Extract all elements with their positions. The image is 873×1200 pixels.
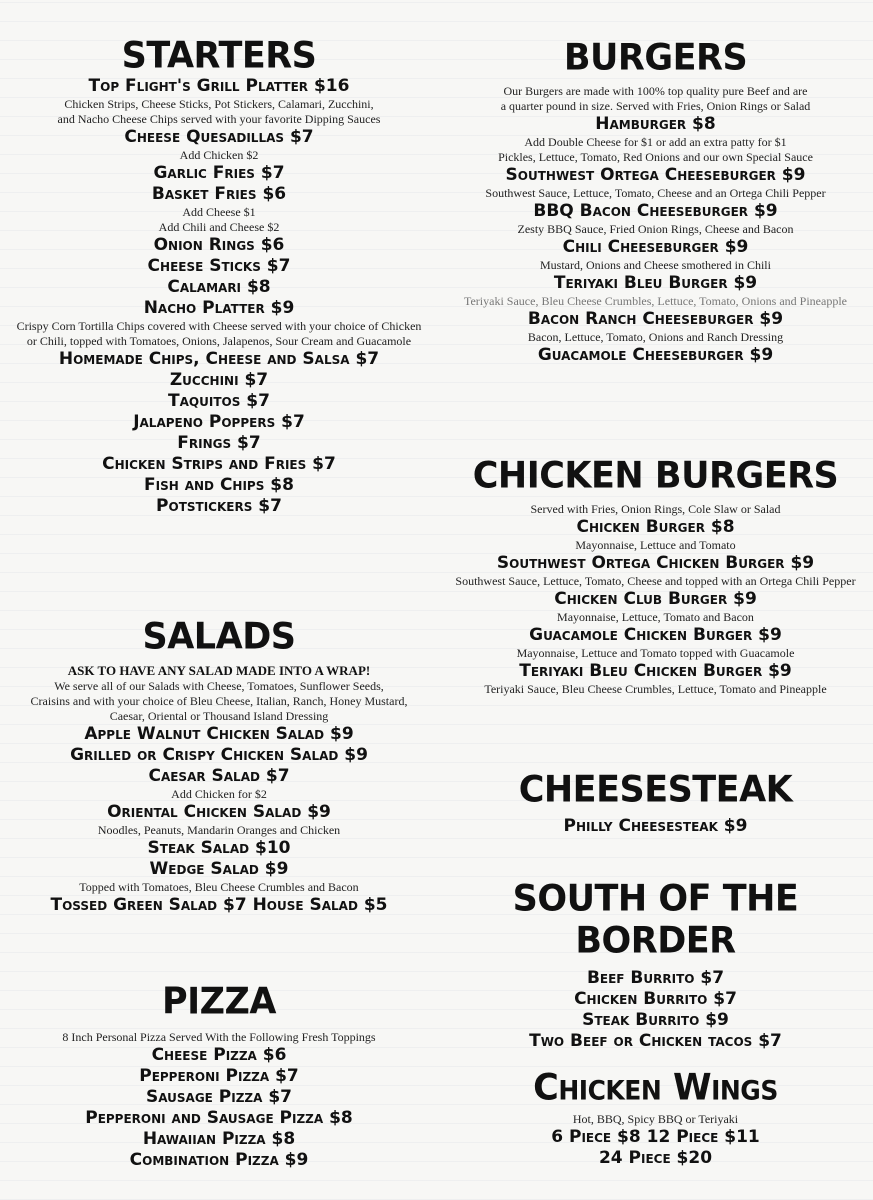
cheesesteak-heading: CHEESESTEAK	[518, 769, 793, 811]
menu-item-description: Craisins and with your choice of Bleu Cheese, Italian, Ranch, Honey Mustard,	[30, 694, 408, 708]
menu-item: Onion Rings $6	[153, 235, 285, 255]
menu-item: Top Flight's Grill Platter $16	[88, 76, 350, 96]
menu-item: Philly Cheesesteak $9	[563, 816, 748, 836]
menu-item: Bacon Ranch Cheeseburger $9	[527, 309, 784, 329]
menu-item: Caesar Salad $7	[148, 766, 290, 786]
pizza-section	[0, 982, 438, 1171]
menu-item: Potstickers $7	[156, 496, 282, 516]
menu-item: Pepperoni and Sausage Pizza $8	[85, 1108, 353, 1128]
menu-item-description: Add Chicken for $2	[171, 787, 267, 801]
menu-item: Zucchini $7	[169, 370, 269, 390]
starters-section	[0, 36, 438, 517]
menu-item-description: Mustard, Onions and Cheese smothered in Chili	[540, 258, 771, 272]
menu-item: Guacamole Chicken Burger $9	[529, 625, 782, 645]
menu-item-description: Southwest Sauce, Lettuce, Tomato, Cheese and an Ortega Chili Pepper	[485, 186, 826, 200]
chicken-wings-section	[438, 1068, 873, 1169]
menu-item: Cheese Quesadillas $7	[124, 127, 314, 147]
menu-item: Frings $7	[177, 433, 261, 453]
menu-item-description: Chicken Strips, Cheese Sticks, Pot Stickers, Calamari, Zucchini,	[64, 97, 374, 111]
menu-item-description: We serve all of our Salads with Cheese, Tomatoes, Sunflower Seeds,	[54, 679, 384, 693]
menu-item: Tossed Green Salad $7 House Salad $5	[50, 895, 388, 915]
menu-item-description: or Chili, topped with Tomatoes, Onions, Jalapenos, Sour Cream and Guacamole	[26, 334, 412, 348]
menu-item: Guacamole Cheeseburger $9	[537, 345, 774, 365]
menu-item-description: Southwest Sauce, Lettuce, Tomato, Cheese and topped with an Ortega Chili Pepper	[455, 574, 856, 588]
chicken-burgers-section	[438, 456, 873, 697]
menu-item: Beef Burrito $7	[586, 968, 725, 988]
menu-item-description: Hot, BBQ, Spicy BBQ or Teriyaki	[572, 1112, 739, 1126]
chicken-wings-heading: Chicken Wings	[533, 1067, 778, 1109]
menu-item-description: Add Cheese $1	[182, 205, 256, 219]
menu-item: BBQ Bacon Cheeseburger $9	[533, 201, 778, 221]
salads-section	[0, 617, 438, 916]
menu-item: 6 Piece $8 12 Piece $11	[551, 1127, 760, 1147]
menu-item-description: Served with Fries, Onion Rings, Cole Slaw or Salad	[530, 502, 781, 516]
menu-item: Chicken Burger $8	[576, 517, 735, 537]
burgers-heading: BURGERS	[563, 37, 748, 79]
menu-item-description: Caesar, Oriental or Thousand Island Dressing	[109, 709, 329, 723]
menu-item-description: a quarter pound in size. Served with Fries, Onion Rings or Salad	[500, 99, 811, 113]
menu-item-description: Add Chicken $2	[179, 148, 259, 162]
menu-item: Grilled or Crispy Chicken Salad $9	[70, 745, 368, 765]
menu-item: Homemade Chips, Cheese and Salsa $7	[58, 349, 380, 369]
menu-item: Chili Cheeseburger $9	[562, 237, 749, 257]
pizza-heading: PIZZA	[161, 981, 277, 1023]
menu-item: Cheese Sticks $7	[147, 256, 291, 276]
menu-item: Chicken Strips and Fries $7	[102, 454, 336, 474]
menu-item-description: Pickles, Lettuce, Tomato, Red Onions and our own Special Sauce	[498, 150, 813, 164]
menu-item-description: Topped with Tomatoes, Bleu Cheese Crumbles and Bacon	[79, 880, 359, 894]
menu-item: Fish and Chips $8	[144, 475, 294, 495]
menu-notice: ASK TO HAVE ANY SALAD MADE INTO A WRAP!	[67, 663, 371, 678]
menu-item: Basket Fries $6	[151, 184, 287, 204]
menu-item: Pepperoni Pizza $7	[139, 1066, 299, 1086]
menu-item-description: Add Double Cheese for $1 or add an extra patty for $1	[524, 135, 787, 149]
menu-item: Wedge Salad $9	[149, 859, 289, 879]
starters-heading: STARTERS	[121, 35, 317, 77]
menu-item: 24 Piece $20	[598, 1148, 713, 1168]
menu-item: Combination Pizza $9	[129, 1150, 309, 1170]
menu-item: Oriental Chicken Salad $9	[107, 802, 331, 822]
menu-item: Apple Walnut Chicken Salad $9	[84, 724, 354, 744]
menu-item: Two Beef or Chicken tacos $7	[529, 1031, 782, 1051]
menu-item: Steak Burrito $9	[582, 1010, 729, 1030]
south-of-the-border-heading: SOUTH OF THE BORDER	[512, 878, 799, 962]
menu-item: Steak Salad $10	[147, 838, 291, 858]
burgers-section	[438, 38, 873, 366]
menu-item-description: Mayonnaise, Lettuce and Tomato topped with Guacamole	[516, 646, 795, 660]
menu-item: Teriyaki Bleu Burger $9	[553, 273, 758, 293]
menu-item: Nacho Platter $9	[143, 298, 295, 318]
menu-item: Cheese Pizza $6	[151, 1045, 287, 1065]
menu-item: Teriyaki Bleu Chicken Burger $9	[519, 661, 792, 681]
chicken-burgers-heading: CHICKEN BURGERS	[472, 455, 839, 497]
menu-item-description: Add Chili and Cheese $2	[158, 220, 280, 234]
menu-item-description: Teriyaki Sauce, Bleu Cheese Crumbles, Lettuce, Tomato and Pineapple	[484, 682, 827, 696]
menu-item: Southwest Ortega Cheeseburger $9	[505, 165, 806, 185]
menu-item-description: Teriyaki Sauce, Bleu Cheese Crumbles, Lettuce, Tomato, Onions and Pineapple	[463, 294, 847, 308]
menu-item: Calamari $8	[167, 277, 271, 297]
south-of-the-border-section	[438, 880, 873, 1052]
menu-item: Hamburger $8	[595, 114, 716, 134]
menu-item-description: Our Burgers are made with 100% top quality pure Beef and are	[503, 84, 808, 98]
menu-item: Garlic Fries $7	[153, 163, 285, 183]
cheesesteak-section	[438, 770, 873, 837]
menu-item: Chicken Burrito $7	[574, 989, 737, 1009]
menu-item-description: Mayonnaise, Lettuce and Tomato	[575, 538, 736, 552]
menu-item: Southwest Ortega Chicken Burger $9	[496, 553, 815, 573]
menu-item-description: Noodles, Peanuts, Mandarin Oranges and Chicken	[97, 823, 341, 837]
menu-item-description: Bacon, Lettuce, Tomato, Onions and Ranch Dressing	[527, 330, 784, 344]
menu-item: Sausage Pizza $7	[146, 1087, 292, 1107]
menu-item: Jalapeno Poppers $7	[133, 412, 305, 432]
menu-item-description: Mayonnaise, Lettuce, Tomato and Bacon	[557, 610, 754, 624]
menu-item: Taquitos $7	[168, 391, 270, 411]
menu-item: Chicken Club Burger $9	[554, 589, 757, 609]
menu-item: Hawaiian Pizza $8	[142, 1129, 296, 1149]
menu-item-description: Zesty BBQ Sauce, Fried Onion Rings, Cheese and Bacon	[517, 222, 794, 236]
menu-item-description: and Nacho Cheese Chips served with your favorite Dipping Sauces	[57, 112, 381, 126]
menu-item-description: Crispy Corn Tortilla Chips covered with Cheese served with your choice of Chicken	[16, 319, 422, 333]
menu-item-description: 8 Inch Personal Pizza Served With the Following Fresh Toppings	[62, 1030, 376, 1044]
salads-heading: SALADS	[142, 616, 296, 658]
